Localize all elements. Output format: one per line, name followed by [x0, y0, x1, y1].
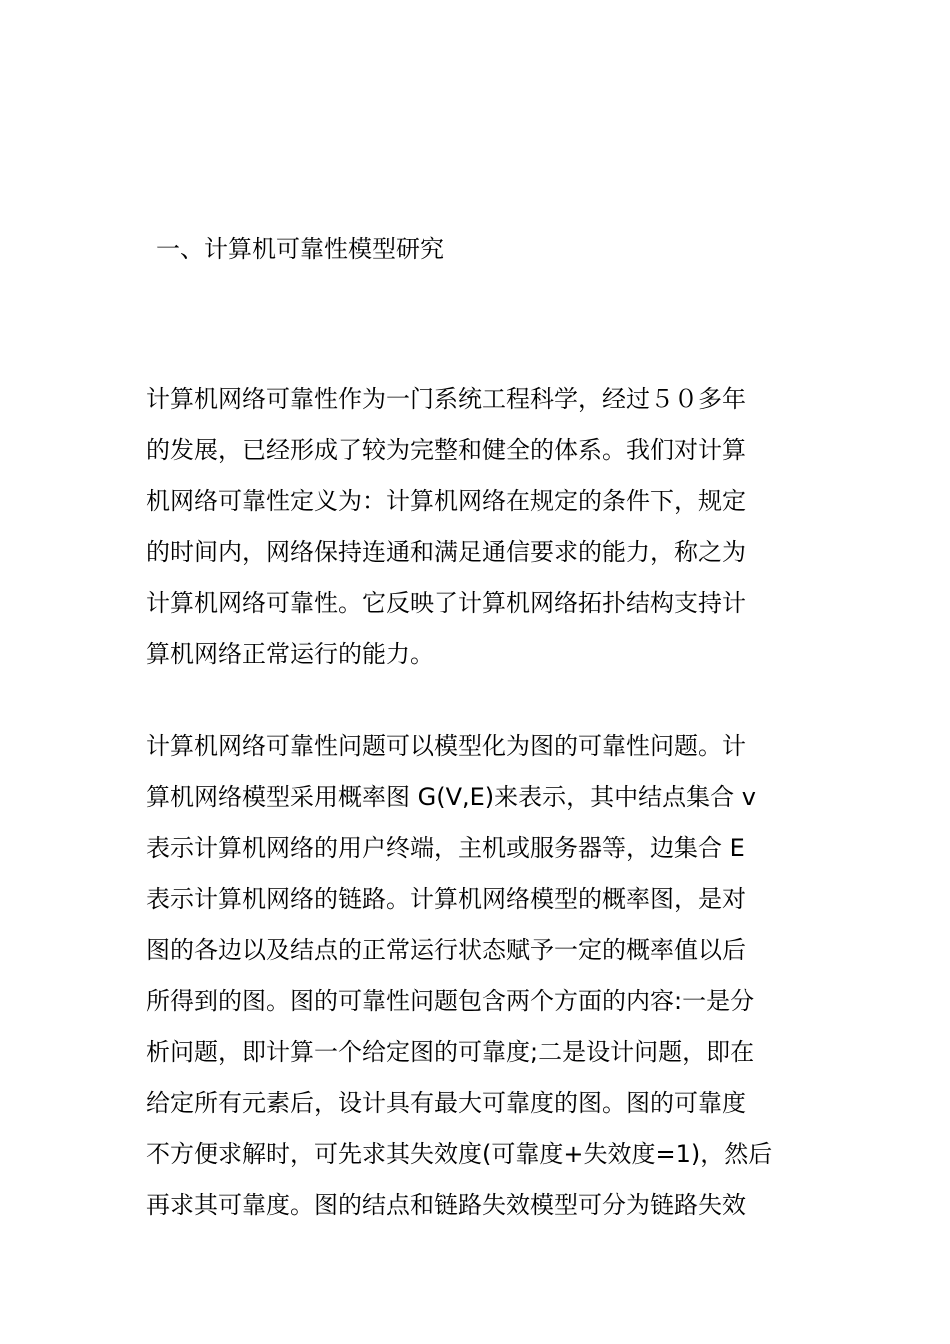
paragraph-line: 计算机网络可靠性。它反映了计算机网络拓扑结构支持计 — [146, 589, 746, 617]
paragraph-line: 表示计算机网络的链路。计算机网络模型的概率图，是对 — [146, 885, 746, 913]
paragraph-line: 再求其可靠度。图的结点和链路失效模型可分为链路失效 — [146, 1191, 746, 1219]
paragraph-graph-model — [146, 721, 806, 1231]
paragraph-reliability-definition — [146, 374, 806, 680]
paragraph-line: 算机网络模型采用概率图 G(V,E)来表示，其中结点集合 v — [146, 783, 756, 811]
paragraph-line: 表示计算机网络的用户终端，主机或服务器等，边集合 E — [146, 834, 745, 862]
paragraph-line: 算机网络正常运行的能力。 — [146, 640, 434, 668]
paragraph-line: 计算机网络可靠性作为一门系统工程科学，经过５０多年 — [146, 385, 746, 413]
paragraph-line: 所得到的图。图的可靠性问题包含两个方面的内容:一是分 — [146, 987, 755, 1015]
paragraph-line: 图的各边以及结点的正常运行状态赋予一定的概率值以后 — [146, 936, 746, 964]
paragraph-line: 不方便求解时，可先求其失效度(可靠度+失效度=1)，然后 — [146, 1140, 773, 1168]
paragraph-line: 计算机网络可靠性问题可以模型化为图的可靠性问题。计 — [146, 732, 746, 760]
paragraph-line: 的时间内，网络保持连通和满足通信要求的能力，称之为 — [146, 538, 746, 566]
section-heading: 一、计算机可靠性模型研究 — [156, 235, 444, 263]
paragraph-line: 析问题，即计算一个给定图的可靠度;二是设计问题，即在 — [146, 1038, 755, 1066]
paragraph-line: 机网络可靠性定义为：计算机网络在规定的条件下，规定 — [146, 487, 746, 515]
paragraph-line: 的发展，已经形成了较为完整和健全的体系。我们对计算 — [146, 436, 746, 464]
paragraph-line: 给定所有元素后，设计具有最大可靠度的图。图的可靠度 — [146, 1089, 746, 1117]
